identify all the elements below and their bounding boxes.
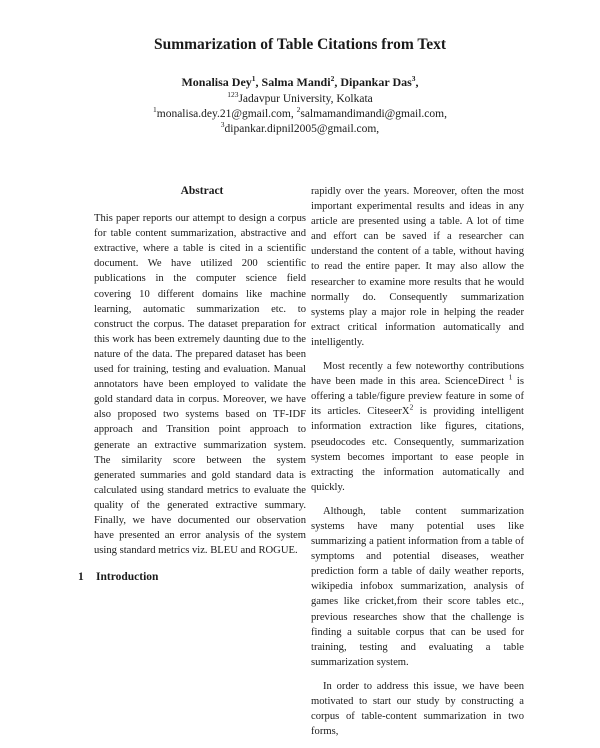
section-title: Introduction: [96, 571, 159, 584]
section-number: 1: [78, 571, 84, 584]
affiliation-mark: 123: [227, 90, 239, 100]
paragraph-text: is providing intelligent information extraction like figures, citations, pseudocodes etc. Consequently, summarization system becomes important to ease people in extracting the information automatically and quickly.: [311, 406, 524, 493]
author-affil-mark: 2: [330, 74, 335, 83]
paragraph: In order to address this issue, we have been motivated to start our study by constructing a corpus of table-content summarization in two forms,: [311, 680, 524, 738]
author-affil-mark: 3: [411, 74, 416, 83]
email-mark: 1: [153, 105, 157, 115]
paragraph: Although, table content summarization systems have many potential uses like summarizing a patient information from a table of symptoms and potential diseases, weather prediction form a table of daily weather reports, wikipedia infobox summarization, analysis of games like cricket,from their score tables etc., previous researches show that the challenge is finding a suitable corpus that can be used for training, testing and evaluating a table summarization system.: [311, 505, 524, 668]
paragraph-text: Most recently a few noteworthy contributions have been made in this area. ScienceDirect: [311, 361, 524, 388]
right-column: [311, 184, 524, 748]
author-affil-mark: 1: [251, 74, 256, 83]
author-name: Monalisa Dey: [181, 75, 252, 89]
email-line: [0, 122, 600, 137]
author-name: Dipankar Das: [340, 75, 412, 89]
email-line: [0, 107, 600, 122]
author-list: Monalisa Dey$^1$, Salma Mandi$^2$, Dipankar Das$^3$,: [181, 74, 419, 89]
email-mark: 2: [296, 105, 301, 115]
email-address: salmamandimandi@gmail.com,: [300, 108, 447, 120]
paper-title: Summarization of Table Citations from Text: [153, 36, 447, 53]
footnote-mark: 1: [508, 372, 513, 382]
paragraph: rapidly over the years. Moreover, often the most important experimental results and ideas in any article are presented using a table. A lot of time and effort can be saved if a researcher can understand the content of a table, without having to read the entire paper. It may also allow the researcher to examine more results that he would normally do. Consequently summarization systems play a major role in helping the reader extract critical information automatically and intelligently.: [311, 186, 524, 348]
author-name: Salma Mandi: [261, 75, 331, 89]
paragraph: [311, 359, 524, 495]
section-heading: [78, 570, 312, 585]
abstract-text: This paper reports our attempt to design a corpus for table content summarization, abstractive and extractive, where a table is cited in a scientific document. We have utilized 200 scientific publications in the computer science field covering 10 different domains like machine learning, automatic summarization etc. to construct the corpus. The dataset preparation for this work has been extremely daunting due to the nature of the data. The prepared dataset has been used for training, testing and evaluation. Manual annotators have been employed to validate the gold standard data in corpus. Moreover, we have also proposed two systems based on TF-IDF approach and Transition point approach to generate an extractive summarization system. The similarity score between the system generated summaries and gold standard data is calculated using standard metrics to evaluate the quality of the generated extractive summary. Finally, we have documented our observation have presented an error analysis of the system using standard metrics viz. BLEU and ROGUE.: [94, 213, 306, 557]
abstract-heading: Abstract: [180, 185, 224, 197]
paragraph-text: is offering a table/figure preview feature in some of its articles. CiteseerX: [311, 376, 524, 418]
footnote-mark: 2: [409, 402, 414, 412]
left-column: [78, 184, 312, 585]
email-address: dipankar.dipnil2005@gmail.com,: [224, 123, 380, 135]
email-mark: 3: [220, 120, 225, 130]
email-address: monalisa.dey.21@gmail.com,: [156, 108, 294, 120]
affiliation-text: Jadavpur University, Kolkata: [238, 93, 373, 105]
